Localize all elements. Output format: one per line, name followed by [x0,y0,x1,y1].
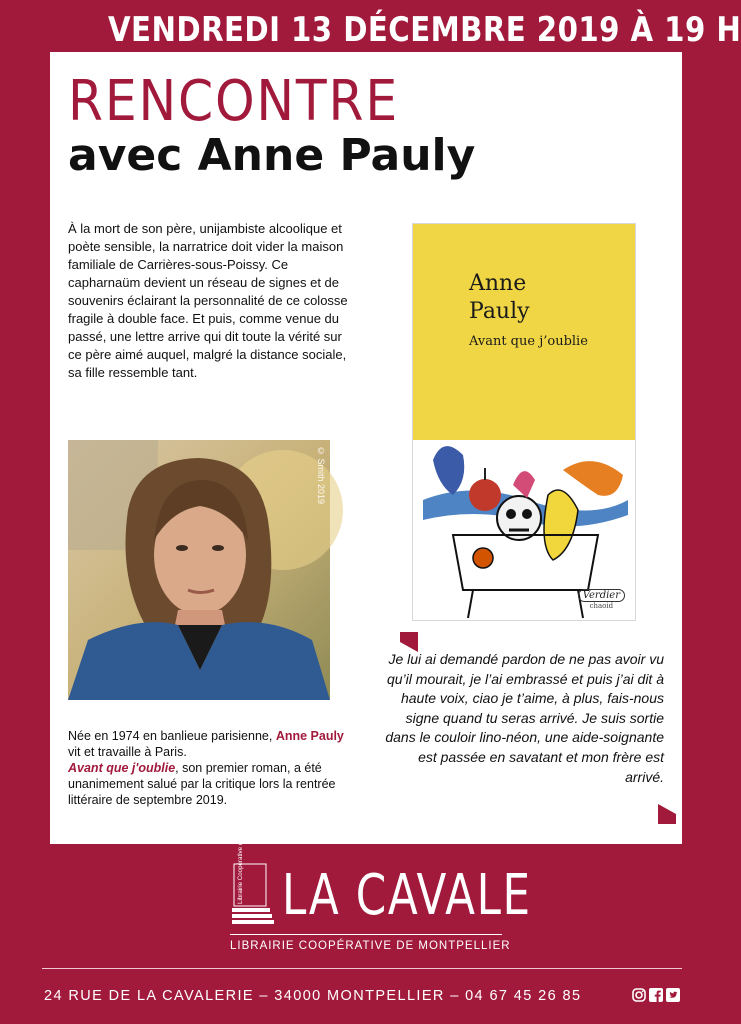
logo-tagline: LIBRAIRIE COOPÉRATIVE DE MONTPELLIER [230,934,502,952]
instagram-icon[interactable] [632,988,646,1002]
bio-text-3: , son premier roman, a été unanimement salué par la critique lors la rentrée littéraire de septembre 2019. [68,761,336,807]
bio-text-1: Née en 1974 en banlieue parisienne, [68,729,276,743]
synopsis-text: À la mort de son père, unijambiste alcoolique et poète sensible, la narratrice doit vider la maison familiale de Carrières-sous-Poissy. Ce capharnaüm devient un réseau de signes et de souvenirs éclairant la personnalité de ce colosse fragile à double face. Et puis, comme venue du passé, une lettre arrive qui dit toute la vérité sur ce père aimé auquel, malgré la distance sociale, sa fille ressemble tant. [68,221,348,380]
publisher-collection: chaoid [589,602,614,610]
book-author-last: Pauly [469,299,530,324]
book-cover-author [469,270,530,326]
book-author-first: Anne [469,271,527,296]
la-cavale-logo [230,806,532,962]
bio-author-name: Anne Pauly [275,729,344,743]
footer-address: 24 RUE DE LA CAVALERIE – 34000 MONTPELLIER – 04 67 45 26 85 [44,988,582,1004]
book-cover-title: Avant que j’oublie [469,334,588,349]
svg-text:Librairie Coopérative de Montp [237,806,244,904]
poster-card [50,52,682,844]
event-date: VENDREDI 13 DÉCEMBRE 2019 À 19 H [108,10,741,50]
heading-rencontre: RENCONTRE [68,69,399,134]
facebook-icon[interactable] [649,988,663,1002]
publisher-logo [578,589,625,610]
author-portrait-image [68,440,330,700]
book-stack-icon [230,806,276,930]
bio-text-2: vit et travaille à Paris. [68,745,187,759]
quote-open-icon [400,632,418,652]
quote-close-icon [658,804,676,824]
photo-credit: © Smith 2019 [316,446,326,505]
twitter-icon[interactable] [666,988,680,1002]
publisher-name: Verdier [578,589,625,602]
bio-book-title: Avant que j'oublie [68,761,176,775]
author-bio [68,728,348,808]
book-cover [412,223,636,621]
book-quote: Je lui ai demandé pardon de ne pas avoir vu qu’il mourait, je l’ai embrassé et puis j’ai dit à haute voix, ciao je t’aime, à plus, fais-nous signe quand tu seras arrivé. Je suis sortie dans le couloir lino-néon, une aide-soignante est passée en savatant et mon frère est arrivé. [385,651,664,785]
footer-divider [42,968,682,969]
book-cover-header [413,224,635,440]
author-photo [68,440,330,700]
heading-author: avec Anne Pauly [68,130,476,181]
logo-name: LA CAVALE [282,863,532,928]
logo-vertical-text: Librairie Coopérative de Montpellier [237,806,244,904]
